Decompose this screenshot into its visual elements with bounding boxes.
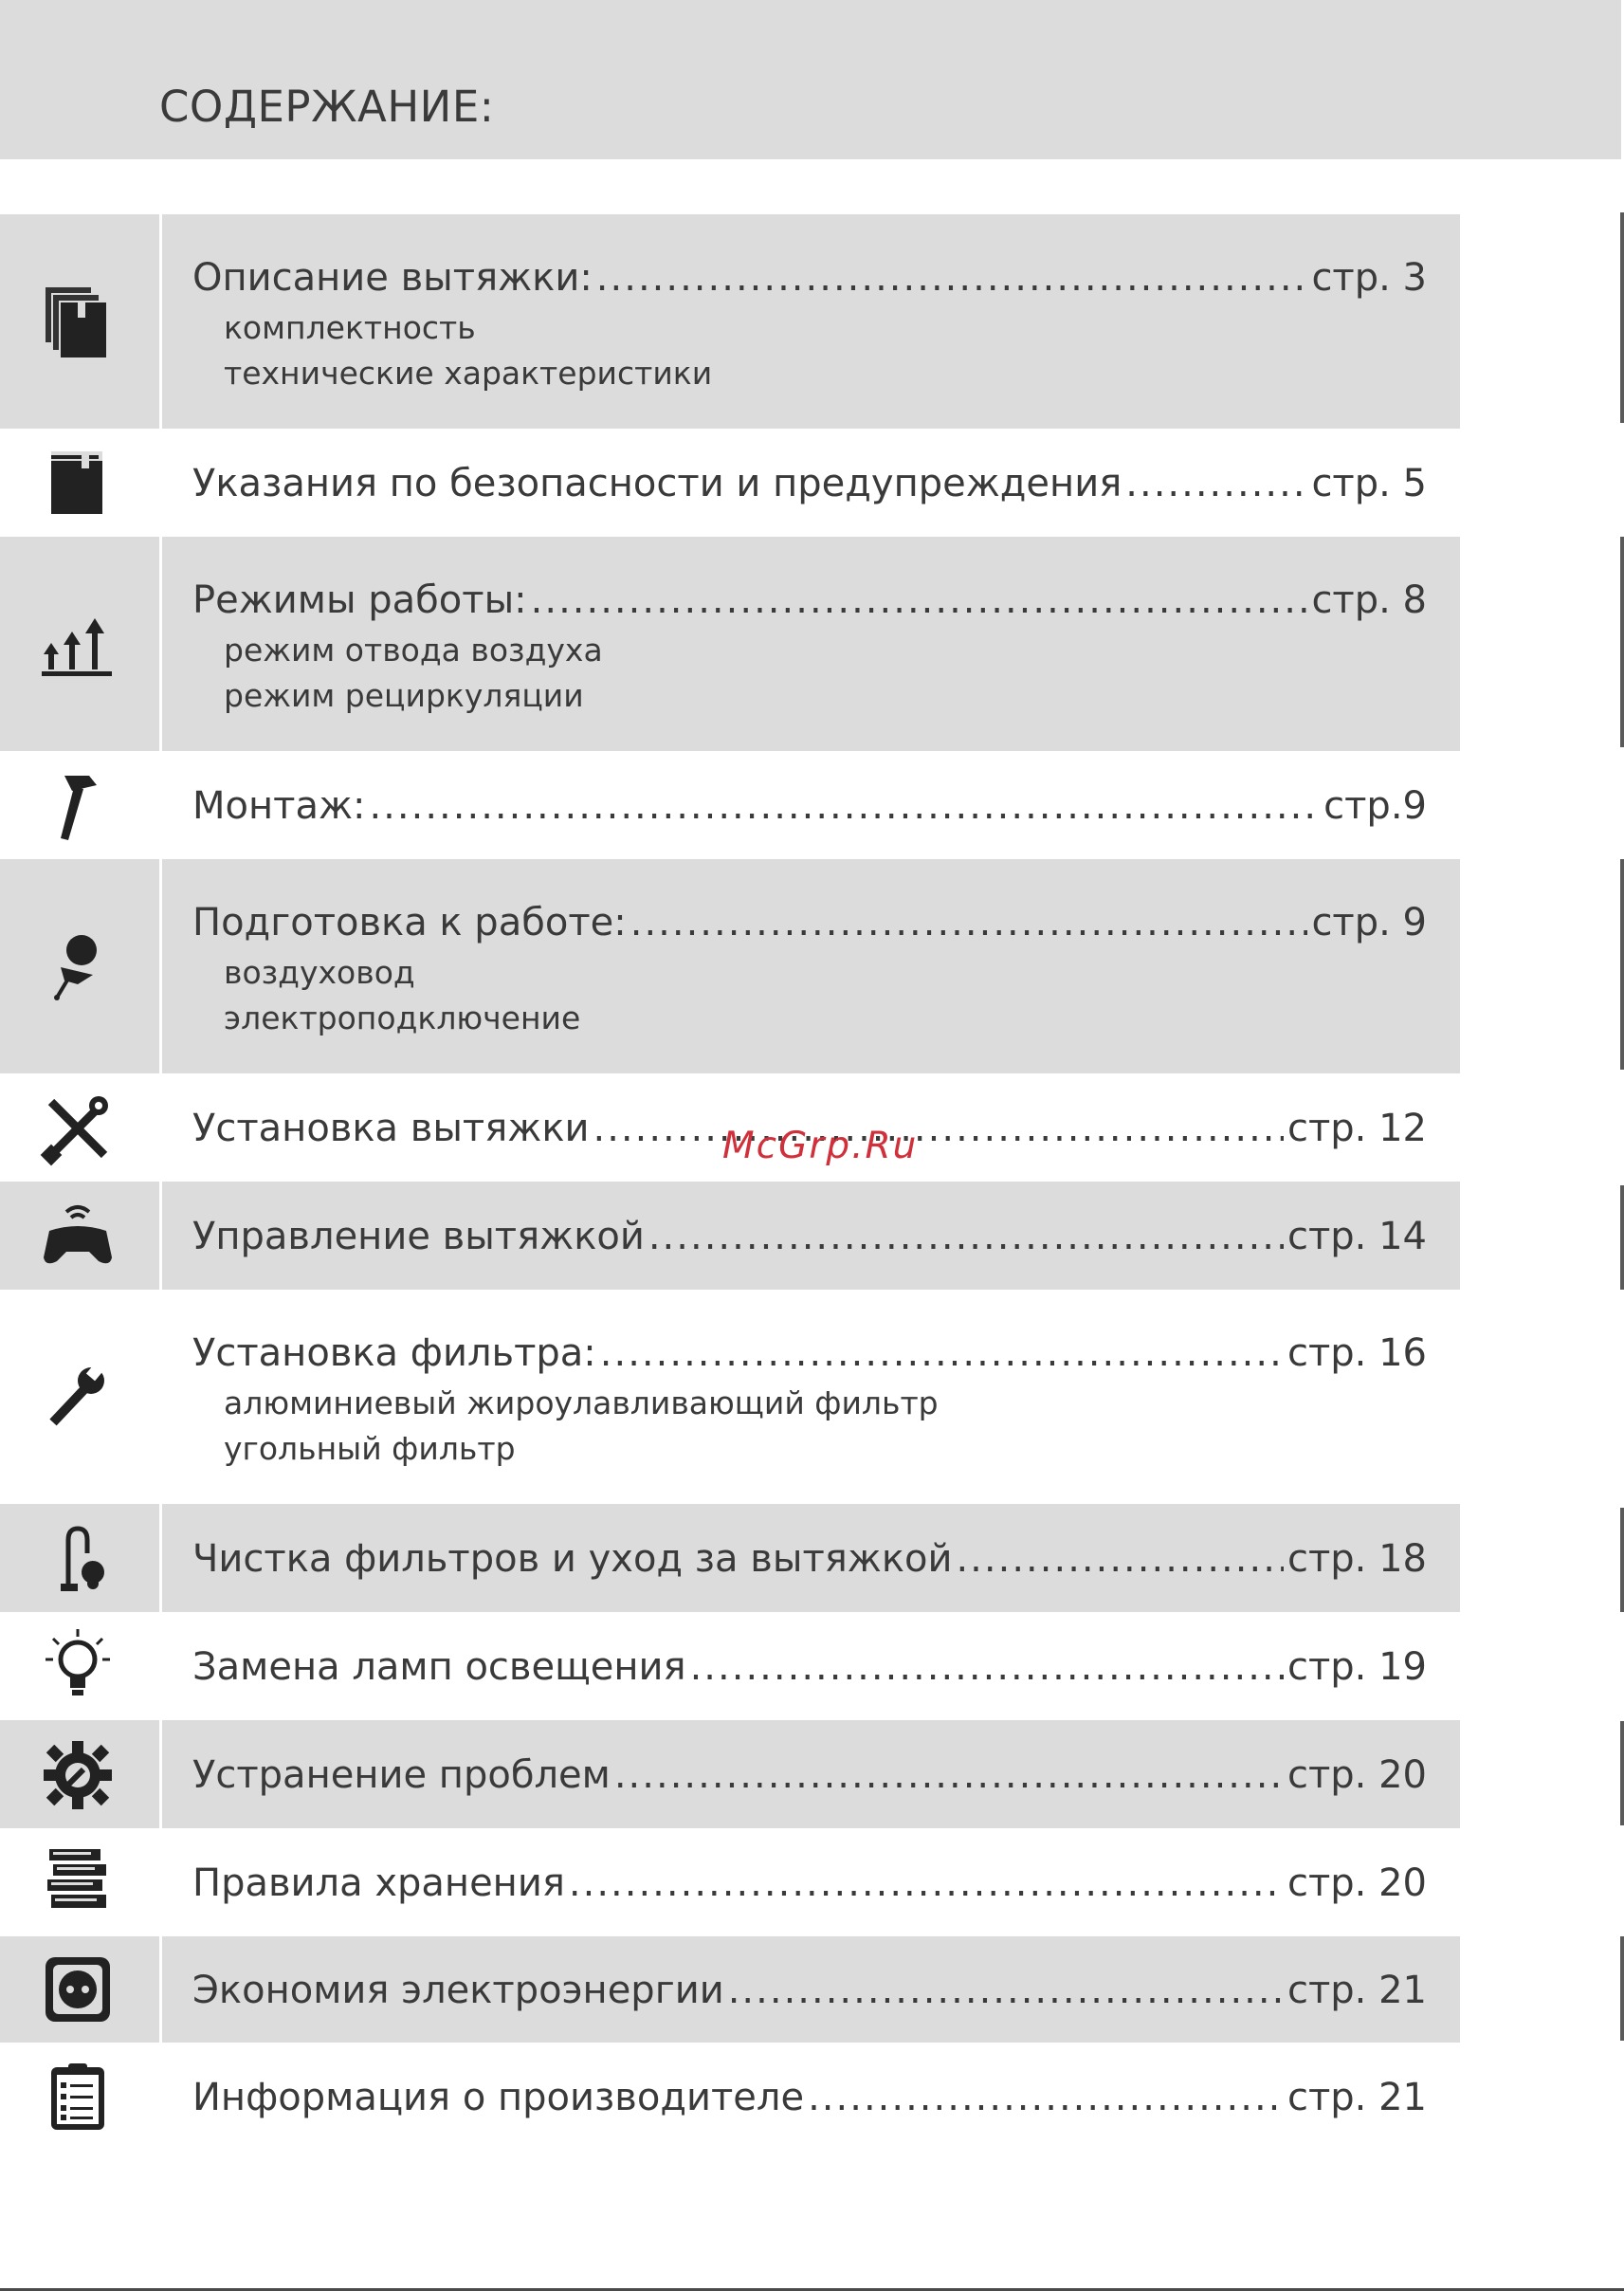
entry-title: Указания по безопасности и предупреждения [192, 462, 1122, 505]
entry-subitem: режим рециркуляции [224, 677, 584, 714]
entry-page: стр. 5 [1311, 462, 1427, 505]
toc-row [0, 537, 1460, 751]
cell-gap [159, 859, 162, 1073]
cell-gap [159, 1720, 162, 1828]
header-band [0, 0, 1621, 159]
cell-gap [159, 1936, 162, 2043]
entry-title: Экономия электроэнергии [192, 1969, 724, 2012]
page-edge-line [1620, 1936, 1624, 2041]
page-edge-line [1620, 1721, 1624, 1825]
toc-row [0, 1828, 1460, 1936]
entry-title: Установка фильтра: [192, 1331, 596, 1375]
page-edge-line [1620, 212, 1624, 423]
leader-dots [569, 1861, 1284, 1905]
toc-entry[interactable] [192, 1331, 1427, 1375]
gear-wrench-icon [40, 1737, 116, 1813]
entry-title: Чистка фильтров и уход за вытяжкой [192, 1537, 953, 1581]
page-edge-line [1620, 859, 1624, 1070]
entry-subitem: режим отвода воздуха [224, 632, 603, 669]
cell-gap [159, 1504, 162, 1612]
toc-entry[interactable] [192, 1215, 1427, 1258]
page-edge-line [1620, 1185, 1624, 1290]
leader-dots [728, 1969, 1284, 2012]
books-pile-icon [40, 1843, 116, 1919]
entry-subitem: технические характеристики [224, 355, 713, 392]
entry-title: Установка вытяжки [192, 1107, 590, 1150]
page-edge-line [1620, 537, 1624, 747]
entry-page: стр. 18 [1286, 1537, 1427, 1581]
leader-dots [614, 1753, 1284, 1797]
cell-gap [159, 537, 162, 751]
entry-title: Подготовка к работе: [192, 901, 627, 944]
entry-subitem: воздуховод [224, 954, 415, 991]
toc-entry[interactable] [192, 578, 1427, 622]
hammer-icon [40, 768, 116, 844]
toc-row [0, 1290, 1460, 1504]
toc-entry[interactable] [192, 462, 1427, 505]
toc-row [0, 429, 1460, 537]
leader-dots [596, 256, 1308, 300]
tools-icon [40, 1091, 116, 1166]
toc-entry[interactable] [192, 1969, 1427, 2012]
book-icon [40, 446, 116, 522]
toc-row [0, 1612, 1460, 1720]
toc-entry[interactable] [192, 1753, 1427, 1797]
toc-entry[interactable] [192, 784, 1427, 828]
leader-dots [630, 901, 1308, 944]
entry-title: Управление вытяжкой [192, 1215, 645, 1258]
toc-entry[interactable] [192, 256, 1427, 300]
leader-dots [600, 1331, 1284, 1375]
entry-page: стр. 9 [1311, 901, 1427, 944]
power-socket-icon [40, 1952, 116, 2027]
leader-dots [531, 578, 1308, 622]
entry-page: стр. 14 [1286, 1215, 1427, 1258]
entry-title: Правила хранения [192, 1861, 565, 1905]
toc-entry[interactable] [192, 2076, 1427, 2119]
entry-page: стр. 16 [1286, 1331, 1427, 1375]
page-edge-line [1620, 1508, 1624, 1612]
wrench-icon [40, 1360, 116, 1436]
toc-row [0, 2043, 1460, 2151]
entry-subitem: электроподключение [224, 999, 581, 1036]
leader-dots [593, 1107, 1284, 1150]
entry-subitem: комплектность [224, 309, 476, 346]
entry-page: стр. 20 [1286, 1753, 1427, 1797]
entry-page: стр. 19 [1286, 1645, 1427, 1689]
entry-page: стр. 3 [1311, 256, 1427, 300]
leader-dots [690, 1645, 1284, 1689]
page-title: СОДЕРЖАНИЕ: [159, 82, 495, 132]
entry-title: Описание вытяжки: [192, 256, 593, 300]
toc-row [0, 1936, 1460, 2043]
gamepad-wireless-icon [40, 1199, 116, 1274]
entry-page: стр. 12 [1286, 1107, 1427, 1150]
toc-row [0, 751, 1460, 859]
leader-dots [1125, 462, 1307, 505]
toc-row [0, 214, 1460, 429]
leader-dots [808, 2076, 1284, 2119]
clipboard-checklist-icon [40, 2060, 116, 2135]
toc-entry[interactable] [192, 1861, 1427, 1905]
entry-title: Монтаж: [192, 784, 366, 828]
entry-page: стр. 21 [1286, 1969, 1427, 2012]
toc-row [0, 1504, 1460, 1612]
pushpin-icon [40, 929, 116, 1005]
entry-page: стр.9 [1323, 784, 1427, 828]
entry-title: Устранение проблем [192, 1753, 611, 1797]
leader-dots [369, 784, 1320, 828]
toc-row [0, 1182, 1460, 1290]
entry-title: Замена ламп освещения [192, 1645, 686, 1689]
cell-gap [159, 214, 162, 429]
entry-title: Информация о производителе [192, 2076, 805, 2119]
light-bulb-icon [40, 1627, 116, 1703]
leader-dots [956, 1537, 1284, 1581]
watermark: McGrp.Ru [722, 1125, 919, 1167]
toc-row [0, 1720, 1460, 1828]
entry-page: стр. 8 [1311, 578, 1427, 622]
arrows-up-icon [40, 607, 116, 683]
book-stack-icon [40, 284, 116, 359]
toc-entry[interactable] [192, 1645, 1427, 1689]
entry-page: стр. 20 [1286, 1861, 1427, 1905]
entry-page: стр. 21 [1286, 2076, 1427, 2119]
entry-subitem: алюминиевый жироулавливающий фильтр [224, 1384, 939, 1421]
leader-dots [648, 1215, 1284, 1258]
toc-row [0, 859, 1460, 1073]
cell-gap [159, 1182, 162, 1290]
toc-entry[interactable] [192, 901, 1427, 944]
entry-subitem: угольный фильтр [224, 1430, 516, 1467]
vacuum-cleaner-icon [40, 1521, 116, 1597]
toc-entry[interactable] [192, 1537, 1427, 1581]
entry-title: Режимы работы: [192, 578, 527, 622]
